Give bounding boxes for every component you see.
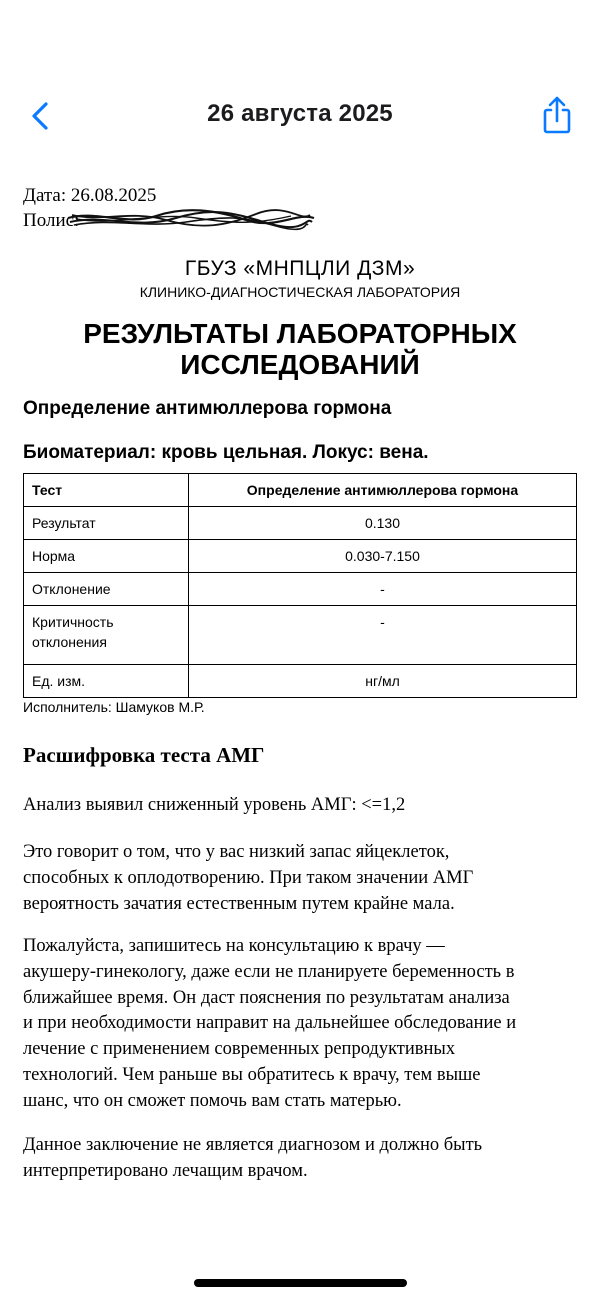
paragraph-line: Это говорит о том, что у вас низкий запас яйцеклеток, (23, 842, 450, 862)
test-name: Определение антимюллерова гормона (23, 398, 392, 419)
table-cell-value: нг/мл (189, 665, 577, 698)
document-title (0, 318, 600, 380)
policy-line (23, 210, 79, 232)
table-header-row (24, 474, 577, 507)
paragraph-line: акушеру-гинекологу, даже если не планируете беременность в (23, 961, 515, 982)
paragraph-line: Данное заключение не является диагнозом и должно быть (23, 1135, 483, 1155)
executor-line: Исполнитель: Шамуков М.Р. (23, 699, 205, 715)
table-row (24, 507, 577, 540)
paragraph-line: Анализ выявил сниженный уровень АМГ: <=1,2 (23, 795, 406, 815)
paragraph-line: Пожалуйста, запишитесь на консультацию к врачу — (23, 936, 445, 956)
table-header-cell: Определение антимюллерова гормона (189, 474, 577, 507)
share-button[interactable] (540, 94, 574, 136)
table-cell-value: 0.130 (189, 507, 577, 540)
paragraph-line: шанс, что он сможет помочь вам стать матерью. (23, 1090, 402, 1111)
table-row (24, 606, 577, 665)
organization-name: ГБУЗ «МНПЦЛИ ДЗМ» (184, 257, 416, 280)
table-cell-value: 0.030-7.150 (189, 540, 577, 573)
paragraph-line: способных к оплодотворению. При таком значении АМГ (23, 867, 474, 888)
date-line: Дата: 26.08.2025 (23, 185, 157, 206)
interpretation-title: Расшифровка теста АМГ (23, 743, 265, 767)
page-title: 26 августа 2025 (207, 100, 393, 127)
document-title-line: ИССЛЕДОВАНИЙ (180, 349, 420, 380)
paragraph-line: и при необходимости направит на дальнейшее обследование и (23, 1013, 517, 1034)
redaction-scribble (66, 206, 316, 236)
table-cell-label: Отклонение (24, 573, 189, 606)
table-cell-value: - (189, 606, 577, 665)
table-cell-label: Ед. изм. (24, 665, 189, 698)
navigation-bar (0, 92, 600, 140)
table-row (24, 665, 577, 698)
results-table (23, 473, 577, 698)
table-cell-label: Результат (24, 507, 189, 540)
biomaterial-line: Биоматериал: кровь цельная. Локус: вена. (23, 442, 429, 463)
table-cell-label: Норма (24, 540, 189, 573)
table-cell-value: - (189, 573, 577, 606)
table-header-cell: Тест (24, 474, 189, 507)
table-row (24, 540, 577, 573)
interpretation-paragraph (23, 1133, 583, 1185)
interpretation-paragraph (23, 840, 583, 917)
table-row (24, 573, 577, 606)
interpretation-paragraph (23, 934, 583, 1115)
interpretation-paragraph (23, 793, 583, 819)
paragraph-line: вероятность зачатия естественным путем крайне мала. (23, 893, 455, 914)
share-icon (540, 94, 574, 136)
table-cell-label: Критичность отклонения (24, 606, 189, 665)
policy-label: Полис: (23, 210, 80, 231)
document-title-line: РЕЗУЛЬТАТЫ ЛАБОРАТОРНЫХ (83, 318, 517, 349)
paragraph-line: ближайшее время. Он даст пояснения по результатам анализа (23, 987, 510, 1008)
paragraph-line: интерпретировано лечащим врачом. (23, 1160, 308, 1181)
home-indicator[interactable] (194, 1279, 407, 1287)
organization-subtitle: КЛИНИКО-ДИАГНОСТИЧЕСКАЯ ЛАБОРАТОРИЯ (139, 284, 461, 300)
paragraph-line: лечение с применением современных репродуктивных (23, 1039, 456, 1060)
paragraph-line: технологий. Чем раньше вы обратитесь к врачу, тем выше (23, 1064, 481, 1085)
